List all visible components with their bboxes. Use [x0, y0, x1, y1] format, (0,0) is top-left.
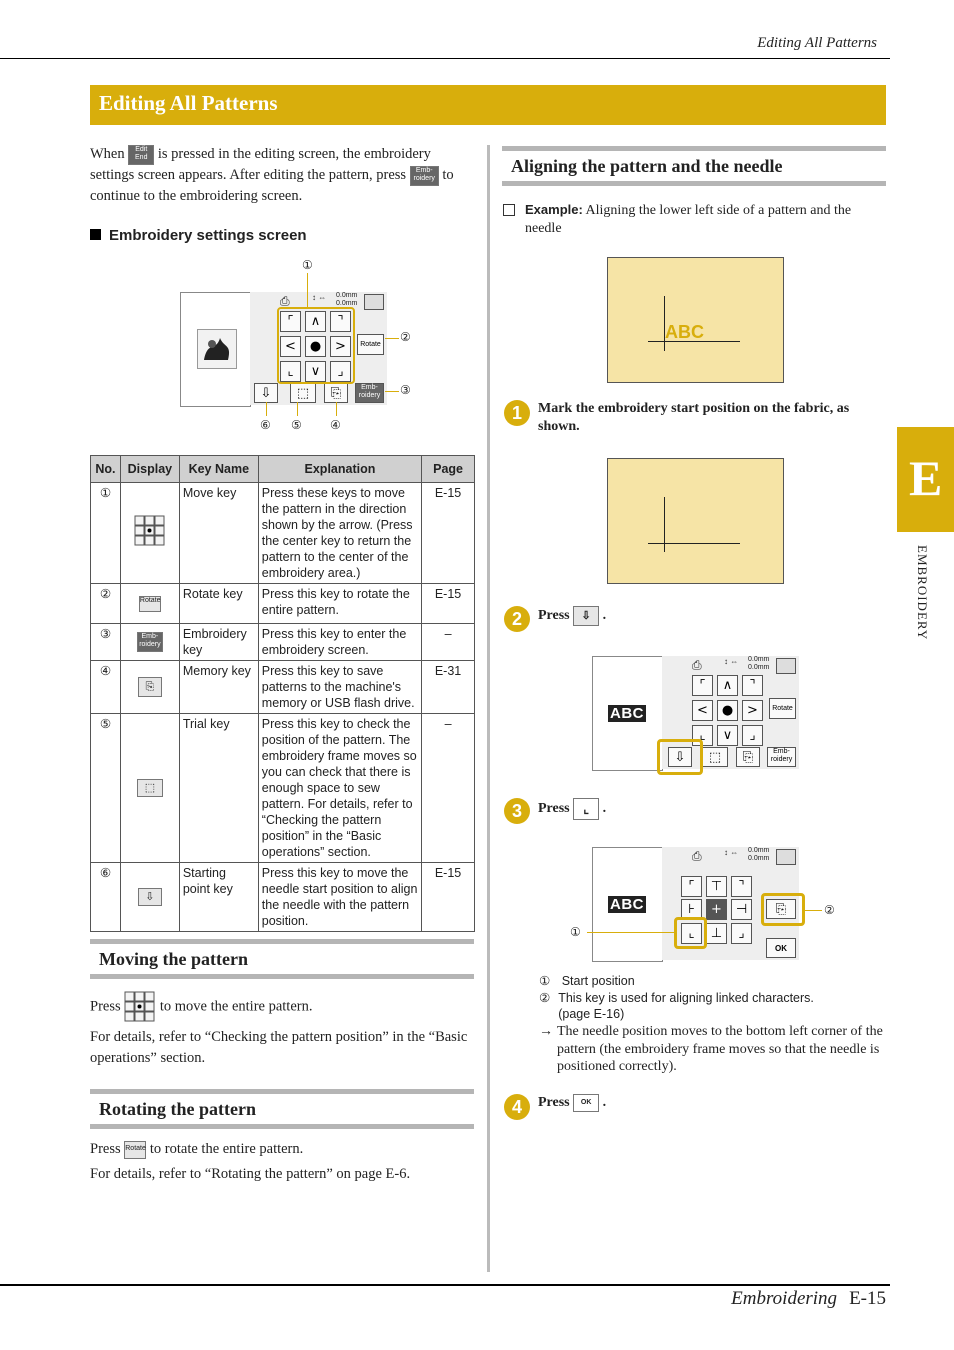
arrow-keys-icon — [124, 991, 156, 1023]
legend-item-1 — [539, 973, 879, 989]
ok-icon — [573, 1094, 599, 1112]
start-left-key[interactable]: ⊦ — [681, 899, 702, 920]
move-upleft-key[interactable]: ⌜ — [280, 311, 301, 332]
moving-section-header — [90, 939, 474, 979]
result-arrow: → — [539, 1024, 553, 1039]
callout-5: ⑤ — [291, 418, 302, 432]
table-row — [91, 661, 475, 714]
step-2-press: Press — [538, 608, 570, 624]
start-downcenter-key[interactable]: ⊥ — [706, 923, 727, 944]
section-rule-top — [90, 1089, 474, 1094]
rotating-p2: For details, refer to “Rotating the pattern” on page E-6. — [90, 1166, 411, 1182]
footer-rule — [0, 1284, 890, 1286]
move-down-key[interactable]: ∨ — [305, 361, 326, 382]
col-header: Key Name — [179, 456, 258, 483]
readout-y: 0.0mm — [748, 847, 770, 854]
starting-point-icon: ⇩ — [573, 606, 599, 626]
row-no: ④ — [91, 661, 121, 714]
move-downleft-key[interactable]: ⌞ — [692, 725, 713, 746]
starting-point-key[interactable]: ⇩ — [668, 747, 692, 767]
row-no: ② — [91, 584, 121, 624]
callout-5-leader — [297, 402, 298, 416]
table-row — [91, 624, 475, 661]
edit-end-icon-label: Edit End — [135, 145, 148, 161]
position-readout — [336, 292, 357, 308]
row-display — [120, 661, 179, 714]
running-head: Editing All Patterns — [757, 35, 877, 51]
section-rule-top — [502, 146, 886, 151]
rotating-press: Press — [90, 1141, 121, 1157]
legend-text: This key is used for aligning linked characters. (page E-16) — [558, 991, 814, 1021]
embroidery-icon-label: Emb- roidery — [139, 633, 161, 648]
abc-pattern-preview: ABC — [610, 896, 644, 913]
col-header: Page — [422, 456, 475, 483]
move-right-key[interactable]: > — [742, 700, 763, 721]
frame-icon — [364, 294, 384, 310]
page-title: Editing All Patterns — [99, 91, 278, 115]
row-no: ⑥ — [91, 863, 121, 932]
bottom-left-key-icon: ⌞ — [573, 798, 599, 820]
callout-start-position: ① — [570, 925, 581, 939]
trial-key[interactable]: ⬚ — [290, 383, 316, 403]
example-text — [525, 201, 885, 238]
col-header: Display — [120, 456, 179, 483]
start-center-key[interactable]: + — [706, 899, 727, 920]
edit-end-icon — [128, 145, 154, 165]
row-name: Trial key — [179, 714, 258, 863]
page-footer — [731, 1288, 886, 1310]
embroidery-key[interactable] — [355, 383, 384, 403]
mark-horizontal — [648, 543, 740, 544]
fabric-marked — [607, 458, 784, 584]
chapter-side-label: EMBROIDERY — [915, 545, 930, 641]
callout-2-leader — [385, 338, 399, 339]
row-page: E-15 — [422, 584, 475, 624]
callout-start-leader — [587, 932, 675, 933]
move-upright-key[interactable]: ⌝ — [330, 311, 351, 332]
intro-text-1: When — [90, 146, 125, 162]
move-upright-key[interactable]: ⌝ — [742, 675, 763, 696]
callout-4: ④ — [330, 418, 341, 432]
start-right-key[interactable]: ⊣ — [731, 899, 752, 920]
row-no: ① — [91, 483, 121, 584]
trial-icon: ⬚ — [137, 779, 163, 797]
rotate-key[interactable] — [357, 334, 384, 355]
example-body: Aligning the lower left side of a pattern and the needle — [525, 203, 852, 236]
result-text: The needle position moves to the bottom left corner of the pattern (the embroidery frame moves so that the needle is positioned correctly). — [557, 1024, 883, 1074]
move-left-key[interactable]: < — [692, 700, 713, 721]
row-page: – — [422, 624, 475, 661]
move-center-key[interactable]: ● — [305, 336, 326, 357]
start-upright-key[interactable]: ⌝ — [731, 876, 752, 897]
step-1-badge: 1 — [504, 400, 530, 426]
readout-x: 0.0mm — [748, 664, 770, 671]
row-no: ③ — [91, 624, 121, 661]
row-page: E-31 — [422, 661, 475, 714]
chapter-tab — [897, 427, 954, 532]
step-2-badge: 2 — [504, 606, 530, 632]
column-divider — [487, 145, 490, 1272]
moving-p1 — [90, 991, 475, 1023]
starting-point-icon: ⇩ — [138, 888, 162, 906]
move-downright-key[interactable]: ⌟ — [330, 361, 351, 382]
move-downleft-key[interactable]: ⌞ — [280, 361, 301, 382]
start-upleft-key[interactable]: ⌜ — [681, 876, 702, 897]
readout-y: 0.0mm — [336, 292, 358, 299]
legend-mark: ① — [539, 974, 551, 988]
start-downleft-key[interactable]: ⌞ — [681, 923, 702, 944]
table-row — [91, 863, 475, 932]
settings-heading-text: Embroidery settings screen — [109, 227, 307, 244]
square-bullet-icon — [90, 229, 101, 240]
position-arrows-icon: ↕ ⇔ — [724, 848, 739, 857]
linked-characters-key[interactable]: ⎘ — [766, 899, 796, 919]
moving-heading: Moving the pattern — [99, 949, 248, 969]
moving-press: Press — [90, 998, 121, 1015]
readout-y: 0.0mm — [748, 656, 770, 663]
table-row — [91, 584, 475, 624]
table-row — [91, 714, 475, 863]
move-center-key[interactable]: ● — [717, 700, 738, 721]
header-rule — [0, 58, 890, 59]
row-explanation: Press this key to check the position of the pattern. The embroidery frame moves so you can check that there is enough space to sew pattern. For details, refer to “Checking the pattern position” in the “Basic operations” section. — [258, 714, 421, 863]
chapter-letter: E — [909, 450, 943, 506]
move-down-key[interactable]: ∨ — [717, 725, 738, 746]
section-rule-bottom — [90, 1124, 474, 1129]
row-name: Starting point key — [179, 863, 258, 932]
embroidery-icon — [137, 632, 163, 652]
callout-2: ② — [400, 330, 411, 344]
row-explanation: Press this key to enter the embroidery screen. — [258, 624, 421, 661]
page-number: E-15 — [849, 1288, 886, 1309]
result-note — [539, 1023, 884, 1076]
callout-6: ⑥ — [260, 418, 271, 432]
footer-chapter: Embroidering — [731, 1288, 838, 1309]
callout-1: ① — [302, 258, 313, 272]
start-downright-key[interactable]: ⌟ — [731, 923, 752, 944]
memory-key[interactable]: ⎘ — [736, 747, 760, 767]
step-3-badge: 3 — [504, 798, 530, 824]
move-keys-highlight — [277, 307, 355, 384]
ok-icon-label: OK — [580, 1099, 592, 1106]
ok-key[interactable] — [766, 938, 796, 958]
move-upleft-key[interactable]: ⌜ — [692, 675, 713, 696]
step-4-press: Press — [538, 1095, 570, 1111]
machine-icon: ⎙ — [280, 294, 290, 308]
row-explanation: Press these keys to move the pattern in the direction shown by the arrow. (Press the center key to return the pattern to the center of the embroidery area.) — [258, 483, 421, 584]
embroidery-key-label: Emb- roidery — [770, 748, 793, 763]
machine-icon: ⎙ — [692, 658, 702, 672]
col-header: No. — [91, 456, 121, 483]
row-name: Memory key — [179, 661, 258, 714]
callout-6-leader — [266, 402, 267, 416]
callout-1-leader — [307, 273, 308, 307]
rotating-p1 — [90, 1139, 475, 1160]
memory-key[interactable]: ⎘ — [324, 383, 348, 403]
row-explanation: Press this key to rotate the entire pattern. — [258, 584, 421, 624]
fabric-example — [607, 257, 784, 383]
rotate-key-label: Rotate — [772, 705, 793, 712]
rotating-section-header — [90, 1089, 474, 1129]
arrow-keys-icon — [134, 515, 166, 547]
position-arrows-icon: ↕ ⇔ — [724, 657, 739, 666]
abc-pattern-preview: ABC — [610, 705, 644, 722]
move-downright-key[interactable]: ⌟ — [742, 725, 763, 746]
position-readout — [748, 847, 769, 863]
machine-icon: ⎙ — [692, 849, 702, 863]
title-bar — [90, 85, 886, 125]
frame-icon — [776, 658, 796, 674]
frame-icon — [776, 849, 796, 865]
rotate-key-label: Rotate — [360, 341, 381, 348]
starting-point-highlight — [657, 739, 703, 775]
aligning-section-header — [502, 146, 886, 186]
move-left-key[interactable]: < — [280, 336, 301, 357]
callout-4-leader — [336, 402, 337, 416]
legend-mark: ② — [539, 991, 551, 1005]
callout-linked-key: ② — [824, 903, 835, 917]
row-display — [120, 584, 179, 624]
move-right-key[interactable]: > — [330, 336, 351, 357]
memory-icon: ⎘ — [138, 677, 162, 697]
moving-text: to move the entire pattern. — [159, 998, 313, 1015]
position-readout — [748, 656, 769, 672]
row-name: Rotate key — [179, 584, 258, 624]
step-4-text: Press OK . — [538, 1095, 607, 1111]
table-row — [91, 483, 475, 584]
starting-point-key[interactable]: ⇩ — [254, 383, 278, 403]
legend-text: Start position — [561, 974, 635, 988]
linked-key-highlight — [761, 893, 805, 926]
callout-3: ③ — [400, 383, 411, 397]
step-3-text: Press ⌞ . — [538, 798, 606, 820]
section-rule-bottom — [90, 974, 474, 979]
rotate-key[interactable] — [769, 698, 796, 719]
row-display — [120, 714, 179, 863]
section-rule-top — [90, 939, 474, 944]
row-display — [120, 483, 179, 584]
rotate-icon — [139, 596, 161, 612]
rotating-text: to rotate the entire pattern. — [149, 1141, 304, 1157]
rotate-icon-label: Rotate — [125, 1144, 146, 1152]
step-3-press: Press — [538, 801, 570, 817]
readout-x: 0.0mm — [748, 855, 770, 862]
floral-pattern-icon — [197, 329, 237, 369]
row-display — [120, 863, 179, 932]
row-name: Move key — [179, 483, 258, 584]
keys-table — [90, 455, 475, 932]
row-name: Embroidery key — [179, 624, 258, 661]
row-page: E-15 — [422, 863, 475, 932]
ok-key-label: OK — [775, 944, 787, 953]
move-up-key[interactable]: ∧ — [717, 675, 738, 696]
row-no: ⑤ — [91, 714, 121, 863]
start-upcenter-key[interactable]: ⊤ — [706, 876, 727, 897]
col-header: Explanation — [258, 456, 421, 483]
intro-text-3: to continue to the embroidering screen. — [90, 167, 454, 204]
pattern-preview-3 — [592, 847, 663, 962]
row-page: – — [422, 714, 475, 863]
embroidery-icon — [410, 166, 439, 186]
row-page: E-15 — [422, 483, 475, 584]
rotate-icon-label: Rotate — [139, 596, 161, 604]
row-explanation: Press this key to move the needle start position to align the needle with the pattern position. — [258, 863, 421, 932]
pattern-preview-2 — [592, 656, 663, 771]
example-label: Example: — [525, 202, 583, 217]
moving-p2: For details, refer to “Checking the pattern position” in the “Basic operations” section. — [90, 1029, 468, 1066]
position-arrows-icon: ↕ ⇔ — [312, 293, 327, 302]
intro-text-2: is pressed in the editing screen, the embroidery settings screen appears. After editing the pattern, press — [90, 146, 431, 183]
callout-3-leader — [385, 391, 399, 392]
start-position-highlight — [674, 917, 707, 949]
move-up-key[interactable]: ∧ — [305, 311, 326, 332]
readout-x: 0.0mm — [336, 300, 358, 307]
step-1-text: Mark the embroidery start position on the fabric, as shown. — [538, 401, 850, 434]
rotate-icon — [124, 1141, 146, 1159]
trial-key[interactable]: ⬚ — [702, 747, 728, 767]
legend-item-2 — [539, 990, 839, 1022]
embroidery-key-label: Emb- roidery — [358, 384, 381, 399]
checkbox-bullet-icon — [503, 204, 515, 216]
table-header-row — [91, 456, 475, 483]
embroidery-key[interactable] — [767, 747, 796, 767]
section-rule-bottom — [502, 181, 886, 186]
row-explanation: Press this key to save patterns to the machine's memory or USB flash drive. — [258, 661, 421, 714]
settings-heading — [90, 227, 307, 244]
intro-paragraph — [90, 144, 475, 207]
step-2-text: Press ⇩ . — [538, 606, 606, 626]
rotating-heading: Rotating the pattern — [99, 1099, 256, 1119]
embroidery-icon-label: Emb- roidery — [413, 166, 435, 182]
aligning-heading: Aligning the pattern and the needle — [511, 156, 783, 176]
row-display — [120, 624, 179, 661]
step-4-badge: 4 — [504, 1094, 530, 1120]
abc-pattern: ABC — [665, 322, 704, 342]
callout-linked-leader — [805, 910, 822, 911]
pattern-preview — [180, 292, 251, 407]
